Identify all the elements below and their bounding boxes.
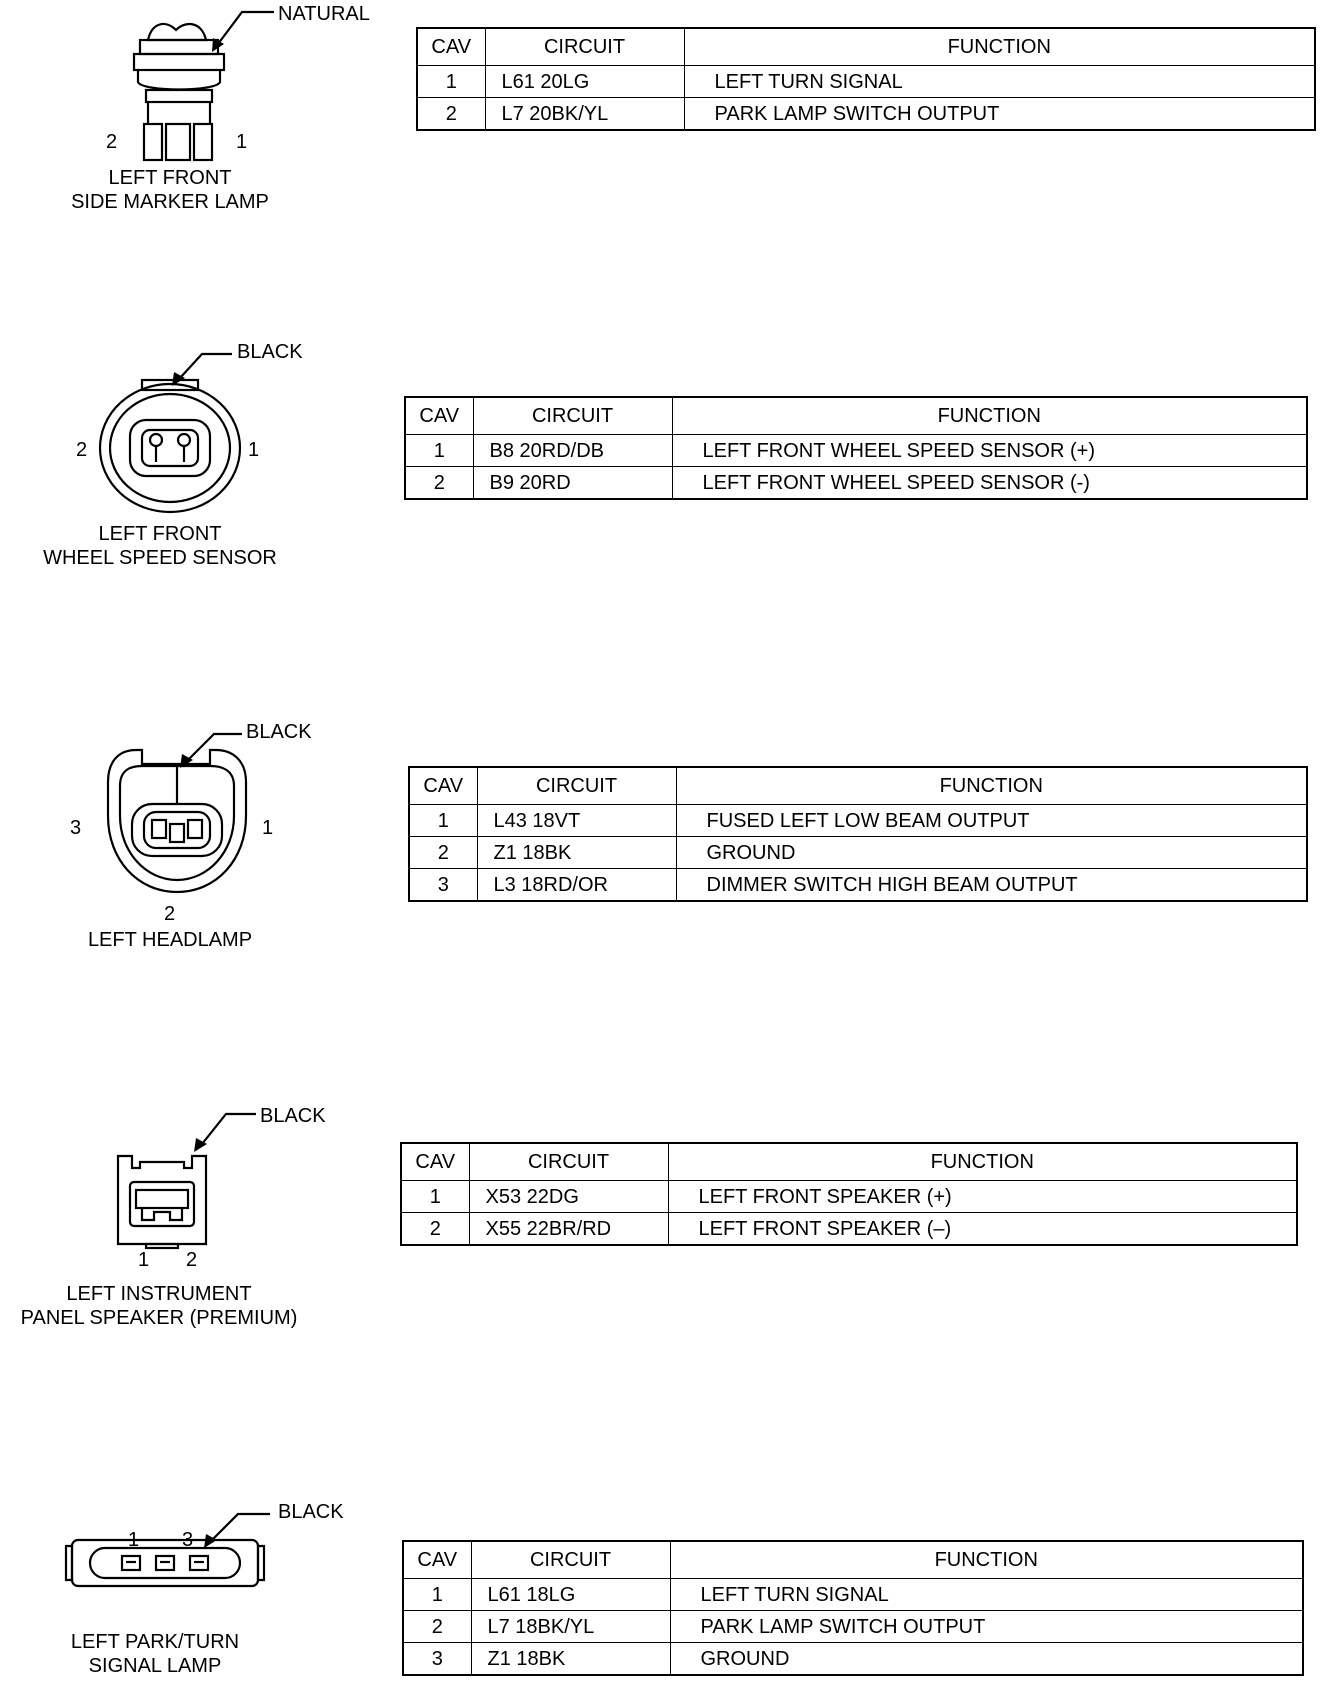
function-header: FUNCTION [684,28,1315,66]
pin-label: 1 [248,439,260,461]
pin-label: 1 [138,1249,150,1271]
pin-label: 1 [236,131,248,153]
circuit-cell: L61 18LG [471,1579,670,1611]
cav-cell: 1 [403,1579,471,1611]
circuit-header: CIRCUIT [473,397,672,435]
pin-label: 2 [106,131,118,153]
pinout-table [400,1142,1298,1246]
headlamp-connector-icon [96,720,316,905]
function-header: FUNCTION [668,1143,1297,1181]
pin-label: 2 [164,903,176,925]
cav-cell: 1 [417,66,485,98]
function-cell: LEFT FRONT WHEEL SPEED SENSOR (+) [672,435,1307,467]
circuit-cell: L3 18RD/OR [477,869,676,902]
cav-header: CAV [417,28,485,66]
table-row [417,66,1315,98]
pinout-table [416,27,1316,131]
table-row [409,837,1307,869]
table-row [403,1579,1303,1611]
table-row [403,1643,1303,1676]
circuit-cell: L7 18BK/YL [471,1611,670,1643]
table-header-row [401,1143,1297,1181]
circuit-header: CIRCUIT [477,767,676,805]
cav-cell: 3 [403,1643,471,1676]
pinout-table [408,766,1308,902]
connector-caption: LEFT HEADLAMP [87,929,253,951]
pin-label: 3 [70,817,82,839]
function-cell: LEFT FRONT SPEAKER (–) [668,1213,1297,1246]
table-header-row [417,28,1315,66]
cav-cell: 2 [403,1611,471,1643]
connector-color-label: BLACK [237,341,303,363]
connector-color-label: NATURAL [278,3,370,25]
connector-caption: LEFT INSTRUMENT PANEL SPEAKER (PREMIUM) [20,1283,298,1329]
connector-caption: LEFT PARK/TURN SIGNAL LAMP [70,1631,240,1677]
circuit-header: CIRCUIT [485,28,684,66]
connector-color-label: BLACK [260,1105,326,1127]
pin-label: 1 [262,817,274,839]
table-row [403,1611,1303,1643]
connector-color-label: BLACK [278,1501,344,1523]
cav-cell: 2 [409,837,477,869]
function-cell: LEFT TURN SIGNAL [684,66,1315,98]
pin-label: 2 [76,439,88,461]
circuit-cell: B8 20RD/DB [473,435,672,467]
table-row [405,435,1307,467]
circuit-cell: B9 20RD [473,467,672,500]
function-cell: DIMMER SWITCH HIGH BEAM OUTPUT [676,869,1307,902]
function-cell: PARK LAMP SWITCH OUTPUT [670,1611,1303,1643]
cav-cell: 2 [417,98,485,131]
table-header-row [409,767,1307,805]
pin-label: 3 [182,1529,194,1551]
wheel-speed-sensor-connector-icon [90,340,310,520]
cav-cell: 2 [405,467,473,500]
cav-header: CAV [403,1541,471,1579]
function-cell: GROUND [676,837,1307,869]
circuit-header: CIRCUIT [469,1143,668,1181]
table-row [405,467,1307,500]
pin-label: 1 [128,1529,140,1551]
cav-cell: 1 [409,805,477,837]
pin-label: 2 [186,1249,198,1271]
circuit-cell: L61 20LG [485,66,684,98]
function-cell: LEFT FRONT WHEEL SPEED SENSOR (-) [672,467,1307,500]
pinout-table [402,1540,1304,1676]
circuit-cell: X55 22BR/RD [469,1213,668,1246]
table-row [417,98,1315,131]
function-header: FUNCTION [670,1541,1303,1579]
table-row [401,1181,1297,1213]
cav-cell: 1 [401,1181,469,1213]
circuit-cell: L43 18VT [477,805,676,837]
connector-caption: LEFT FRONT WHEEL SPEED SENSOR [43,523,277,569]
circuit-cell: Z1 18BK [477,837,676,869]
table-row [401,1213,1297,1246]
function-cell: LEFT TURN SIGNAL [670,1579,1303,1611]
circuit-header: CIRCUIT [471,1541,670,1579]
table-row [409,869,1307,902]
circuit-cell: L7 20BK/YL [485,98,684,131]
function-cell: FUSED LEFT LOW BEAM OUTPUT [676,805,1307,837]
function-cell: PARK LAMP SWITCH OUTPUT [684,98,1315,131]
cav-cell: 3 [409,869,477,902]
cav-header: CAV [405,397,473,435]
connector-color-label: BLACK [246,721,312,743]
connector-caption: LEFT FRONT SIDE MARKER LAMP [71,167,269,213]
cav-header: CAV [401,1143,469,1181]
cav-cell: 2 [401,1213,469,1246]
function-cell: LEFT FRONT SPEAKER (+) [668,1181,1297,1213]
function-cell: GROUND [670,1643,1303,1676]
circuit-cell: Z1 18BK [471,1643,670,1676]
table-row [409,805,1307,837]
cav-cell: 1 [405,435,473,467]
circuit-cell: X53 22DG [469,1181,668,1213]
table-header-row [405,397,1307,435]
function-header: FUNCTION [676,767,1307,805]
cav-header: CAV [409,767,477,805]
table-header-row [403,1541,1303,1579]
function-header: FUNCTION [672,397,1307,435]
pinout-table [404,396,1308,500]
